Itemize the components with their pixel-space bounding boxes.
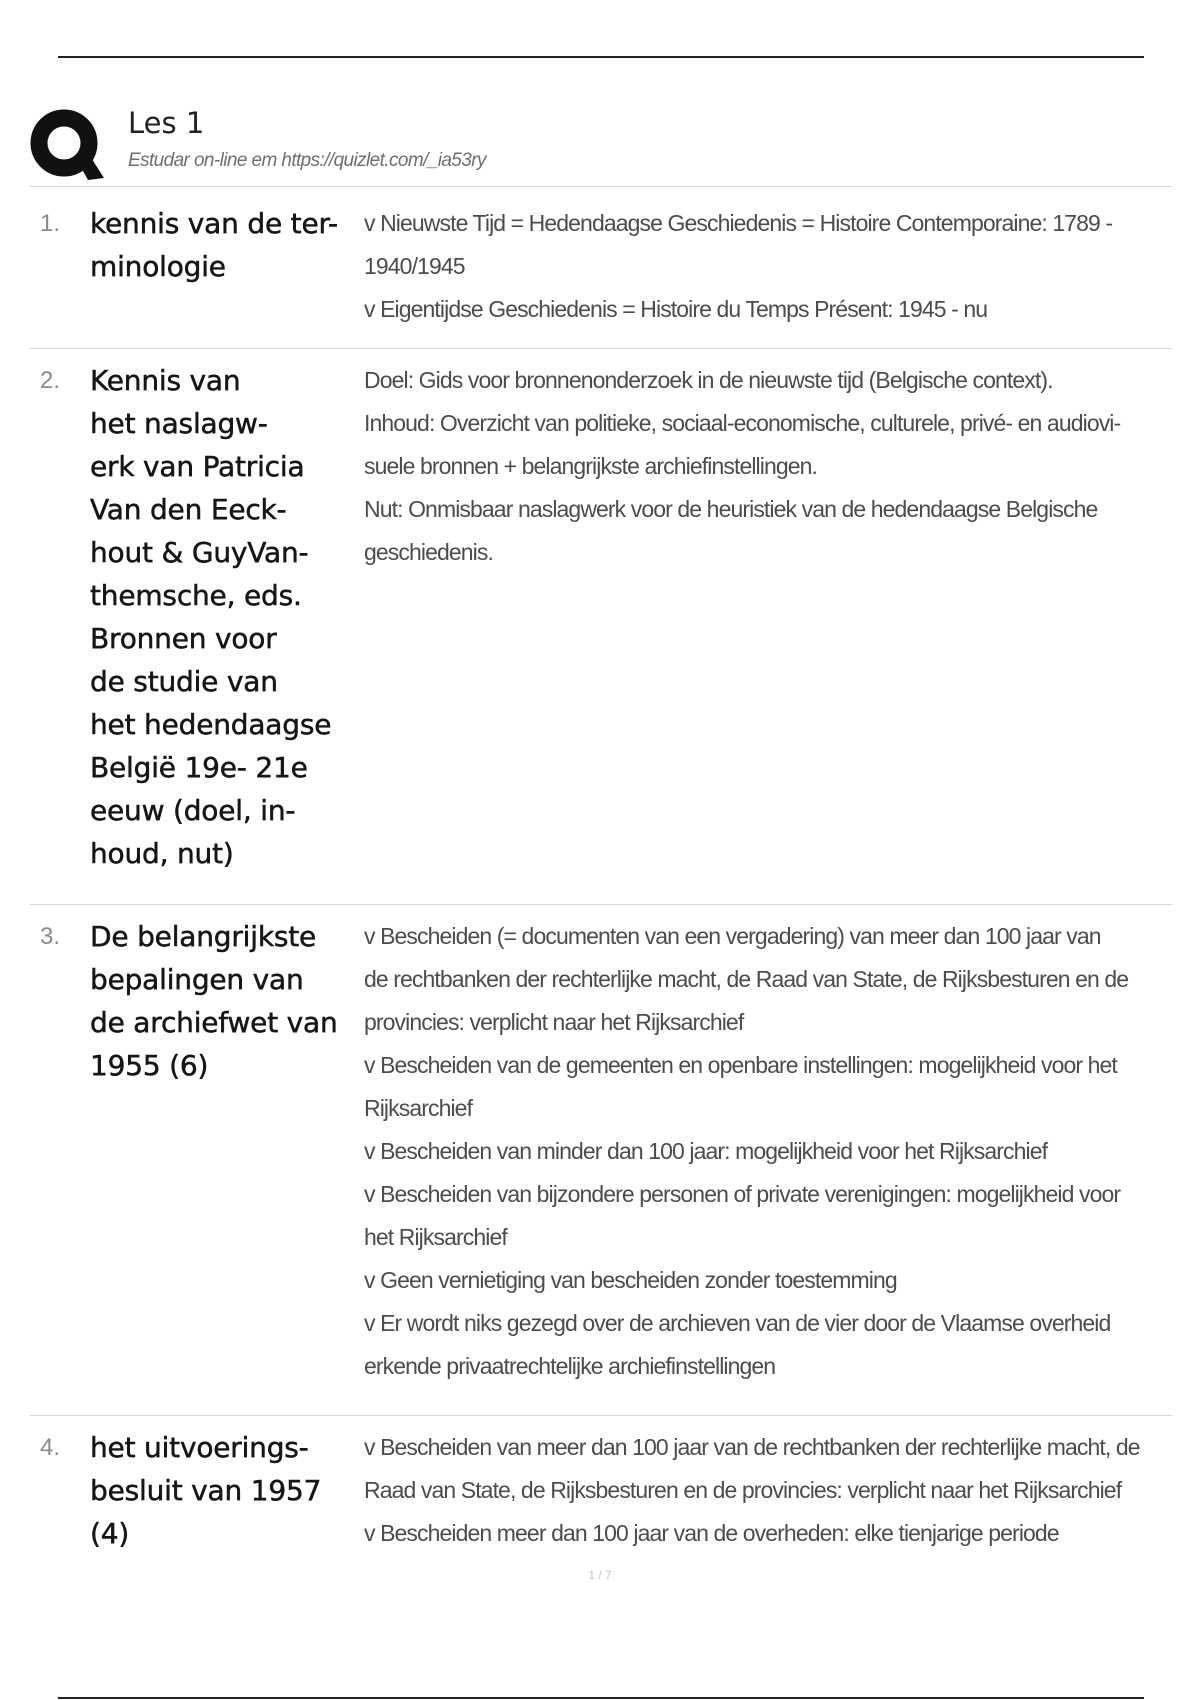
header-divider <box>30 186 1172 187</box>
definition-line: Inhoud: Overzicht van politieke, sociaal-economische, culturele, privé- en audiovi- <box>364 410 1121 436</box>
document-title: Les 1 <box>128 106 205 140</box>
term-line: de archiefwet van <box>90 1006 338 1039</box>
definition-line: 1940/1945 <box>364 253 465 279</box>
definition-line: provincies: verplicht naar het Rijksarchief <box>364 1009 744 1035</box>
term-line: De belangrijkste <box>90 920 317 953</box>
card-definition <box>354 1426 1172 1576</box>
term-line: de studie van <box>90 665 278 698</box>
quizlet-logo-icon <box>30 104 138 182</box>
definition-line: v Bescheiden (= documenten van een vergadering) van meer dan 100 jaar van <box>364 923 1101 949</box>
card-term <box>90 1426 354 1576</box>
term-line: besluit van 1957 <box>90 1474 322 1507</box>
definition-line: v Bescheiden van minder dan 100 jaar: mogelijkheid voor het Rijksarchief <box>364 1138 1048 1164</box>
page-number: 1 / 7 <box>588 1568 612 1582</box>
card-number: 2. <box>40 367 61 394</box>
term-line: Bronnen voor <box>90 622 277 655</box>
definition-line: de rechtbanken der rechterlijke macht, de Raad van State, de Rijksbesturen en de <box>364 966 1129 992</box>
flashcard <box>30 349 1172 905</box>
definition-line: v Bescheiden van bijzondere personen of private verenigingen: mogelijkheid voor <box>364 1181 1121 1207</box>
term-line: 1955 (6) <box>90 1049 209 1082</box>
term-line: kennis van de ter- <box>90 207 338 240</box>
flashcard <box>30 905 1172 1416</box>
term-line: (4) <box>90 1517 130 1550</box>
definition-line: suele bronnen + belangrijkste archiefinstellingen. <box>364 453 818 479</box>
definition-line: Rijksarchief <box>364 1095 473 1121</box>
term-line: hout & GuyVan- <box>90 536 309 569</box>
flashcard <box>30 192 1172 349</box>
term-line: België 19e- 21e <box>90 751 308 784</box>
term-line: themsche, eds. <box>90 579 302 612</box>
term-line: Van den Eeck- <box>90 493 287 526</box>
definition-line: erkende privaatrechtelijke archiefinstellingen <box>364 1353 776 1379</box>
card-number: 4. <box>40 1434 61 1461</box>
card-term <box>90 202 354 348</box>
document-subtitle: Estudar on-line em https://quizlet.com/_ia53ry <box>128 150 486 171</box>
definition-line: v Geen vernietiging van bescheiden zonder toestemming <box>364 1267 897 1293</box>
definition-line: Raad van State, de Rijksbesturen en de provincies: verplicht naar het Rijksarchief <box>364 1477 1122 1503</box>
definition-line: v Nieuwste Tijd = Hedendaagse Geschiedenis = Histoire Contemporaine: 1789 - <box>364 210 1113 236</box>
definition-line: v Er wordt niks gezegd over de archieven van de vier door de Vlaamse overheid <box>364 1310 1111 1336</box>
definition-line: het Rijksarchief <box>364 1224 507 1250</box>
definition-line: Nut: Onmisbaar naslagwerk voor de heuristiek van de hedendaagse Belgische <box>364 496 1098 522</box>
bottom-rule <box>58 1697 1144 1699</box>
flashcard <box>30 1416 1172 1576</box>
definition-line: v Eigentijdse Geschiedenis = Histoire du Temps Présent: 1945 - nu <box>364 296 988 322</box>
term-line: erk van Patricia <box>90 450 305 483</box>
card-definition <box>354 915 1172 1415</box>
definition-line: v Bescheiden van de gemeenten en openbare instellingen: mogelijkheid voor het <box>364 1052 1117 1078</box>
definition-line: v Bescheiden meer dan 100 jaar van de overheden: elke tienjarige periode <box>364 1520 1059 1546</box>
term-line: houd, nut) <box>90 837 234 870</box>
definition-line: geschiedenis. <box>364 539 493 565</box>
card-number: 1. <box>40 210 61 237</box>
card-number: 3. <box>40 923 61 950</box>
definition-line: Doel: Gids voor bronnenonderzoek in de nieuwste tijd (Belgische context). <box>364 367 1053 393</box>
card-definition <box>354 202 1172 348</box>
card-definition <box>354 359 1172 904</box>
term-line: Kennis van <box>90 364 241 397</box>
card-term <box>90 915 354 1415</box>
top-rule <box>58 56 1144 58</box>
term-line: bepalingen van <box>90 963 304 996</box>
document-header <box>30 100 1170 184</box>
term-line: het hedendaagse <box>90 708 332 741</box>
term-line: het naslagw- <box>90 407 268 440</box>
card-term <box>90 359 354 904</box>
term-line: het uitvoerings- <box>90 1431 309 1464</box>
term-line: minologie <box>90 250 226 283</box>
term-line: eeuw (doel, in- <box>90 794 296 827</box>
flashcard-list <box>30 192 1172 1576</box>
definition-line: v Bescheiden van meer dan 100 jaar van de rechtbanken der rechterlijke macht, de <box>364 1434 1140 1460</box>
